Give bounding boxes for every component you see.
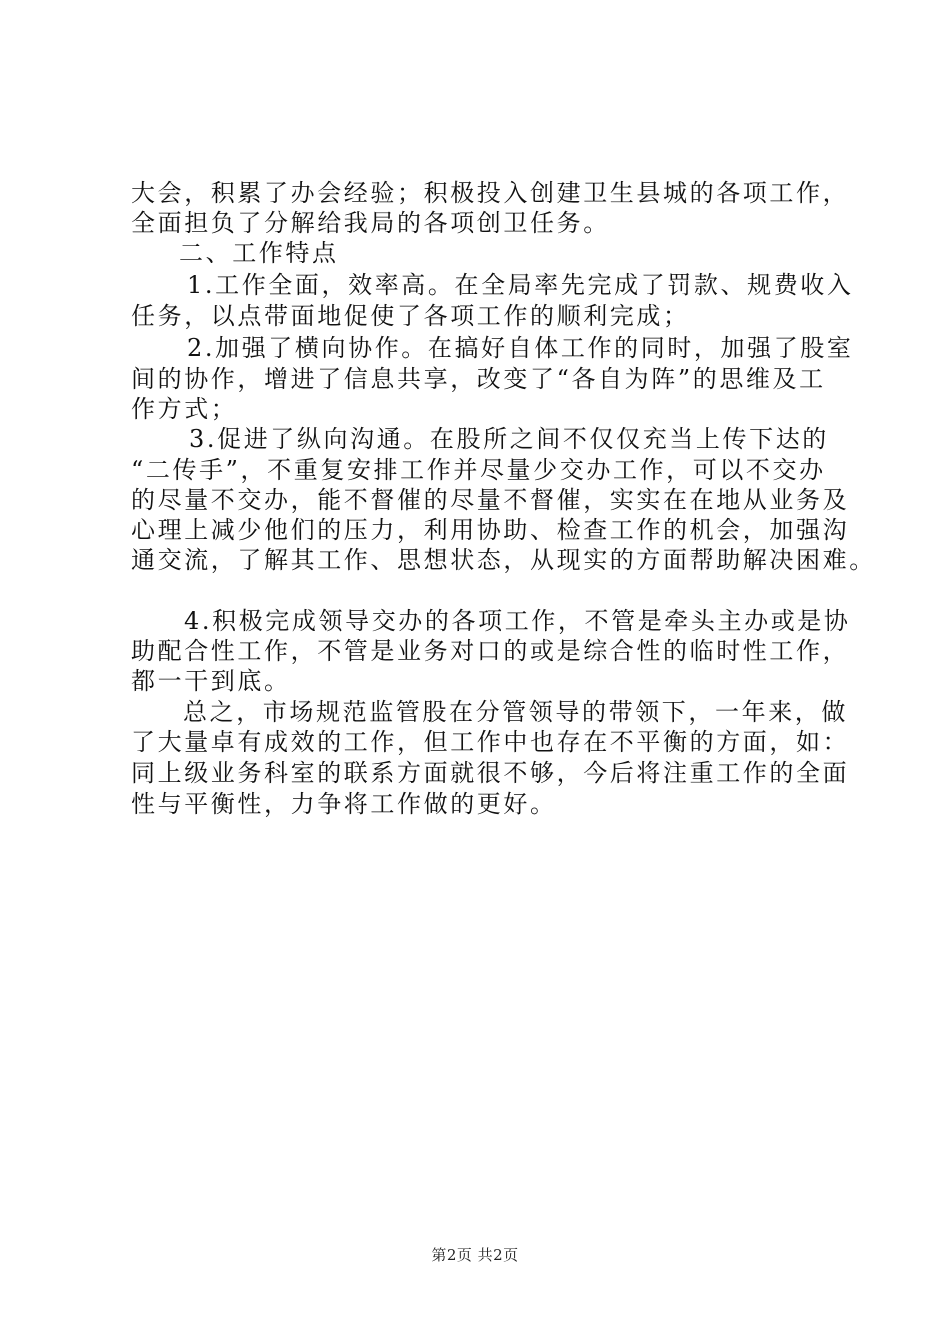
section-heading: 二、工作特点 — [179, 239, 339, 267]
text-line: 总之，市场规范监管股在分管领导的带领下，一年来，做 — [183, 698, 848, 726]
text-line: 间的协作，增进了信息共享，改变了“各自为阵”的思维及工 — [131, 365, 826, 393]
page-number-footer: 第2页 共2页 — [431, 1246, 519, 1264]
text-line: 任务，以点带面地促使了各项工作的顺利完成； — [131, 302, 690, 330]
text-line: 都一干到底。 — [131, 667, 291, 695]
text-line: 性与平衡性，力争将工作做的更好。 — [131, 790, 557, 818]
text-line: 同上级业务科室的联系方面就很不够，今后将注重工作的全面 — [131, 759, 850, 787]
text-line: 作方式； — [131, 395, 238, 423]
text-line: 全面担负了分解给我局的各项创卫任务。 — [131, 209, 610, 237]
text-line: 1.工作全面，效率高。在全局率先完成了罚款、规费收入 — [187, 271, 854, 299]
text-line: 的尽量不交办，能不督催的尽量不督催，实实在在地从业务及 — [131, 486, 850, 514]
text-line: 大会，积累了办会经验；积极投入创建卫生县城的各项工作， — [131, 179, 850, 207]
text-line: 心理上减少他们的压力，利用协助、检查工作的机会，加强沟 — [131, 516, 850, 544]
text-line: 2.加强了横向协作。在搞好自体工作的同时，加强了股室 — [187, 334, 854, 362]
text-line: 4.积极完成领导交办的各项工作，不管是牵头主办或是协 — [184, 607, 851, 635]
text-line: 通交流，了解其工作、思想状态，从现实的方面帮助解决困难。 — [131, 546, 876, 574]
text-line: 了大量卓有成效的工作，但工作中也存在不平衡的方面，如： — [131, 728, 850, 756]
text-line: 助配合性工作，不管是业务对口的或是综合性的临时性工作， — [131, 637, 850, 665]
text-line: 3.促进了纵向沟通。在股所之间不仅仅充当上传下达的 — [189, 425, 829, 453]
text-line: “二传手”，不重复安排工作并尽量少交办工作，可以不交办 — [131, 456, 826, 484]
